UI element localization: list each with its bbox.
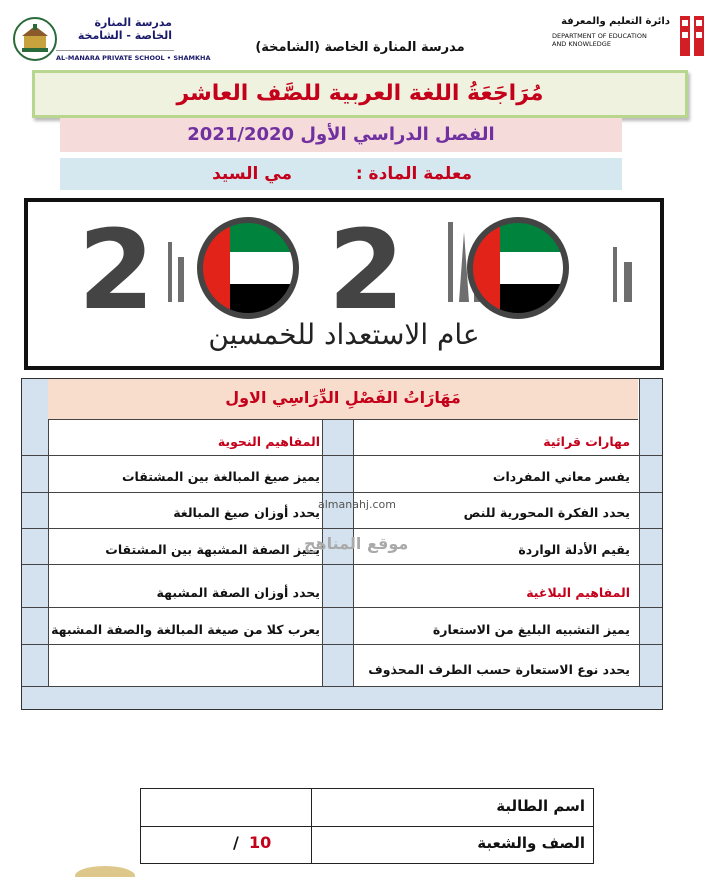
- department-name-english: [552, 32, 670, 48]
- poster-caption: عام الاستعداد للخمسين: [208, 318, 480, 351]
- left-item-3: يميز الصفة المشبهة بين المشتقات: [105, 542, 320, 557]
- review-title-banner: مُرَاجَعَةُ اللغة العربية للصَّف العاشر: [32, 70, 688, 118]
- watermark-name: موقع المناهج: [304, 534, 409, 553]
- uae-flag-circle-2: [470, 220, 566, 316]
- row-divider: [22, 455, 662, 456]
- school-name-english: AL-MANARA PRIVATE SCHOOL • SHAMKHA: [56, 50, 174, 62]
- digit-2-second: 2: [328, 206, 405, 334]
- table-footer-band: [22, 686, 662, 709]
- left-item-4: يحدد أوزان الصفة المشبهة: [156, 585, 320, 600]
- left-item-5: يعرب كلا من صيغة المبالغة والصفة المشبهة: [51, 622, 320, 637]
- row-divider: [22, 492, 662, 493]
- left-item-0: المفاهيم النحوية: [217, 434, 320, 449]
- row-divider: [22, 528, 662, 529]
- student-row-divider: [141, 826, 593, 827]
- digit-2-first: 2: [78, 206, 155, 334]
- watermark-site: almanahj.com: [318, 498, 396, 511]
- table-left-strip: [22, 379, 49, 709]
- student-column-divider: [311, 789, 312, 863]
- table-right-strip: [639, 379, 662, 709]
- school-logo: [12, 16, 58, 62]
- left-item-1: يميز صيغ المبالغة بين المشتقات: [121, 469, 320, 484]
- teacher-name: مي السيد: [212, 164, 292, 184]
- bottom-logo-fragment: [70, 862, 140, 877]
- grade-slash: /: [233, 833, 239, 852]
- right-item-4: المفاهيم البلاغية: [526, 585, 630, 600]
- student-name-label: اسم الطالبة: [496, 797, 585, 815]
- teacher-label: معلمة المادة :: [355, 164, 472, 184]
- right-item-0: مهارات قرائية: [543, 434, 630, 449]
- department-emblem-icon: [678, 14, 706, 58]
- student-info-table: [140, 788, 594, 864]
- left-item-2: يحدد أوزان صيغ المبالغة: [173, 505, 320, 520]
- right-item-6: يحدد نوع الاستعارة حسب الطرف المحذوف: [368, 662, 630, 677]
- student-class-label: الصف والشعبة: [477, 834, 585, 852]
- skills-heading: مَهَارَاتُ الفَصْلِ الدِّرَاسِي الاول: [48, 379, 638, 420]
- school-name-arabic: مدرسة المنارة الخاصة - الشامخة: [77, 16, 172, 42]
- grade-value: 10: [249, 833, 272, 852]
- school-title: مدرسة المنارة الخاصة (الشامخة): [255, 40, 465, 55]
- right-item-2: يحدد الفكرة المحورية للنص: [463, 505, 630, 520]
- department-name-line-1: DEPARTMENT OF EDUCATION: [552, 32, 647, 40]
- row-divider: [22, 644, 662, 645]
- right-item-1: يفسر معاني المفردات: [492, 469, 630, 484]
- department-name-line-2: AND KNOWLEDGE: [552, 40, 611, 48]
- right-item-5: يميز التشبيه البليغ من الاستعارة: [432, 622, 630, 637]
- right-item-3: يقيم الأدلة الواردة: [518, 542, 630, 557]
- row-divider: [22, 607, 662, 608]
- teacher-box: [60, 158, 622, 190]
- term-label: الفصل الدراسي الأول 2021/2020: [60, 118, 622, 152]
- year-2020-poster: [24, 198, 664, 370]
- department-name-arabic: دائرة التعليم والمعرفة: [561, 16, 670, 27]
- uae-flag-circle-1: [200, 220, 296, 316]
- row-divider: [22, 564, 662, 565]
